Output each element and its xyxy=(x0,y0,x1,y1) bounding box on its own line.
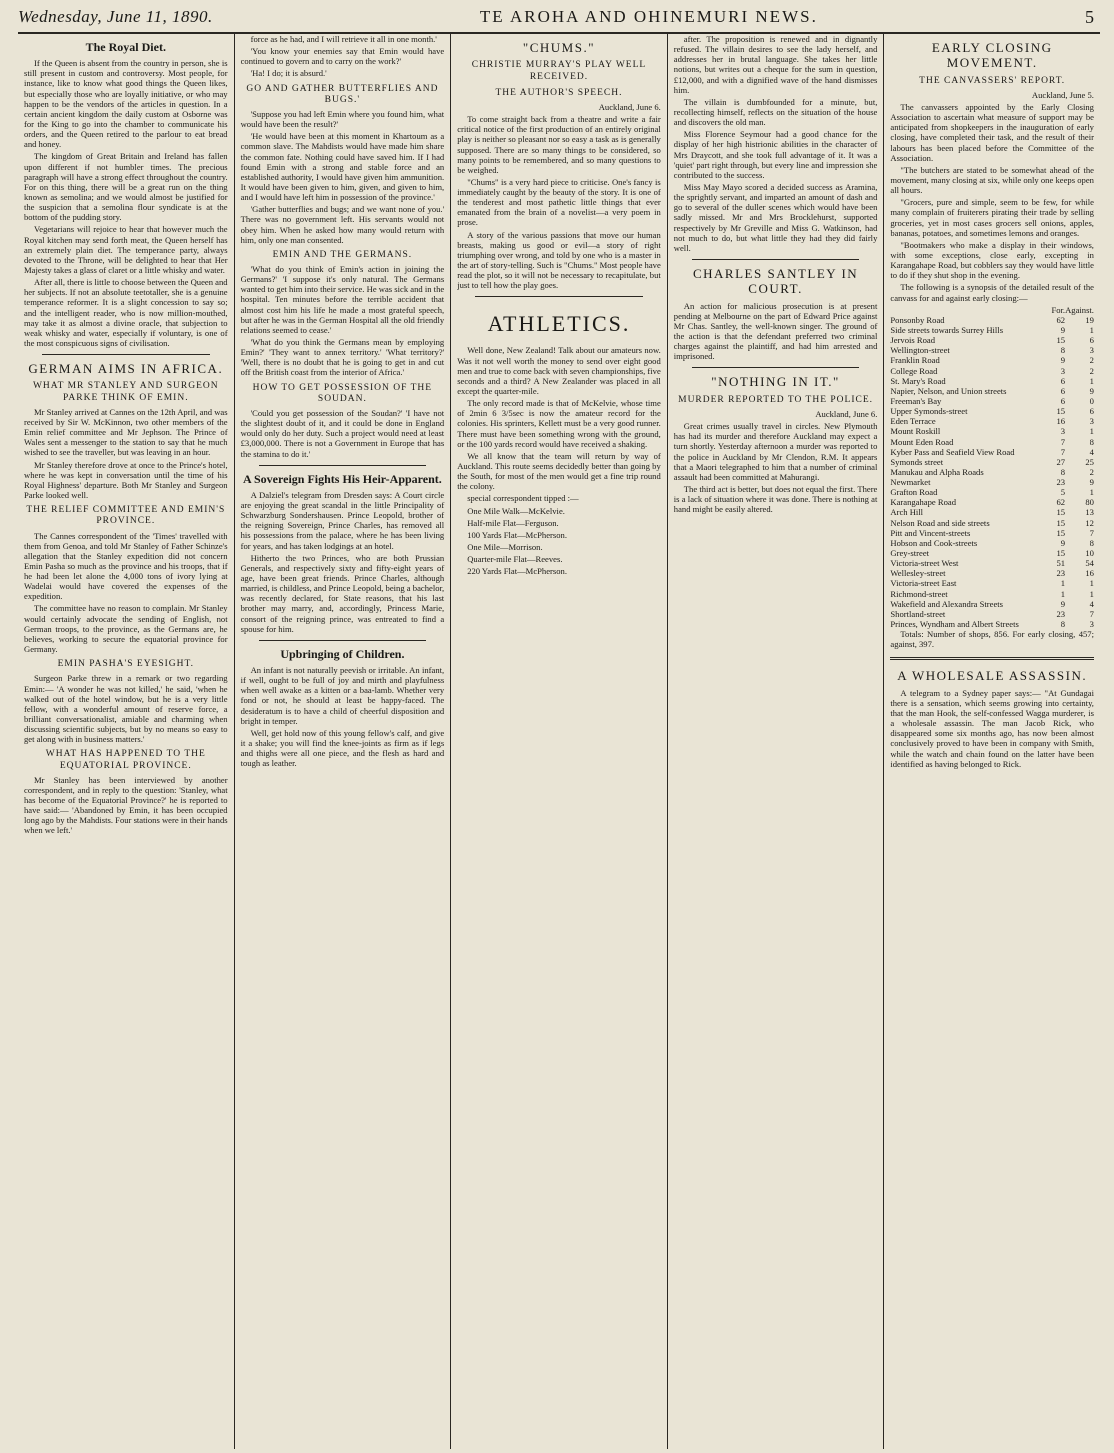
table-row xyxy=(890,609,1094,619)
for-cell: 3 xyxy=(1060,365,1066,376)
for-cell: 62 xyxy=(1056,314,1066,325)
article-body xyxy=(24,531,228,655)
section-heading: THE RELIEF COMMITTEE AND EMIN'S PROVINCE. xyxy=(26,505,226,527)
against-cell: 9 xyxy=(1089,385,1094,396)
table-row xyxy=(890,386,1094,396)
for-cell: 8 xyxy=(1060,619,1066,630)
table-row xyxy=(890,518,1094,528)
paragraph: force as he had, and I will retrieve it all in one month.' xyxy=(250,34,437,44)
district-cell: Arch Hill xyxy=(890,507,924,518)
page-number: 5 xyxy=(1084,6,1094,27)
paragraph: Mr Stanley therefore drove at once to the Prince's hotel, where he was kept in conversation until the time of his Royal Highness' departure. Both Mr Stanley and Surgeon Parke looked well. xyxy=(24,459,228,500)
article-subheading: THE AUTHOR'S SPEECH. xyxy=(495,87,623,98)
against-cell: 4 xyxy=(1089,598,1094,609)
article-body xyxy=(674,301,878,362)
canvass-results-table xyxy=(890,305,1094,630)
paragraph: after. The proposition is renewed and in dignantly refused. The villain desires to see the lady herself, and addresses her in brutal language. She takes her little notions, but writes out a cheque for the sum in question, £12,000, and with a dignified wave of the hand dismisses him. xyxy=(673,34,878,95)
column-1 xyxy=(18,34,235,1449)
paragraph: Vegetarians will rejoice to hear that however much the Royal kitchen may send forth meat, the Queen herself has an extremely plain diet. The temperance party, always devoted to the Throne, will be delighted to hear that Her Majesty takes a glass of claret or a little whisky and water. xyxy=(24,224,228,275)
table-row xyxy=(890,355,1094,365)
paragraph: If the Queen is absent from the country in person, she is still present in custom and controversy. Most people, for instance, like to know what good things the Queen likes, but especially those who are loyally initiative, or who may happen to be the vendors of the articles in question. In a certain ancient kingdom the daily custom at Osborne was for the King to go into the chamber to communicate his orders, and the Queen retired to the parlour to eat bread and honey. xyxy=(24,58,228,150)
article-body xyxy=(24,407,228,500)
article-body xyxy=(241,109,445,245)
paragraph: The Cannes correspondent of the 'Times' travelled with them from Genoa, and told Mr Stanley of Father Schinze's allegation that the Stanley expedition did not concern Emin Pasha so much as the province and his troops, that if he had been let alone the 4,000 tons of ivory lying at Wadelai would have covered the expenses of the expedition. xyxy=(24,530,228,602)
district-cell: Karangahape Road xyxy=(890,497,956,508)
district-cell: Eden Terrace xyxy=(890,416,936,427)
against-cell: 6 xyxy=(1089,335,1094,346)
table-row xyxy=(890,376,1094,386)
issue-date: Wednesday, June 11, 1890. xyxy=(18,7,213,26)
district-cell: Napier, Nelson, and Union streets xyxy=(890,385,1007,396)
district-cell: Richmond-street xyxy=(890,588,948,599)
district-cell: Grafton Road xyxy=(890,487,938,498)
article-body xyxy=(24,673,228,744)
against-cell: 19 xyxy=(1085,314,1094,325)
paragraph: The villain is dumbfounded for a minute, but, recollecting himself, reflects on the situation of the house and discovers the old man. xyxy=(673,96,878,128)
table-row xyxy=(890,457,1094,467)
paragraph: An infant is not naturally peevish or irritable. An infant, if well, ought to be full of joy and mirth and playfulness when well awake as a kitten or a baa-lamb. Whether very fond or not, he should at least be happy-faced. The desideratum is to have a child of cheerful disposition and bright in temper. xyxy=(240,664,445,726)
against-cell: 9 xyxy=(1089,477,1094,488)
paragraph: 'Gather butterflies and bugs; and we want none of you.' There was no government left. His servants would not obey him. When he asked how many would return with him, only one man consented. xyxy=(240,204,445,245)
against-cell: 1 xyxy=(1089,375,1094,386)
for-cell: 15 xyxy=(1056,548,1066,559)
table-row xyxy=(890,467,1094,477)
against-cell: 2 xyxy=(1089,355,1094,366)
article-body xyxy=(241,34,445,79)
paragraph: Surgeon Parke threw in a remark or two regarding Emin:— 'A wonder he was not killed,' he said, 'when he walked out of the hotel window, but he is a very little fellow, with a wonderful amount of reserve force, a brilliant conversationalist, amiable and charming when discussing scientific subjects, but by no means so easy to get along with in business matters.' xyxy=(24,673,228,745)
for-cell: 9 xyxy=(1060,537,1066,548)
against-cell: 54 xyxy=(1085,558,1094,569)
paragraph: After all, there is little to choose between the Queen and her subjects. If not an absolute teetotaller, she is a genuine temperance reformer. It is a slight concession to say so; and the intelligent reader, who is now million-mouthed, may take it as almost a divine oracle, that subjection to weak whisky and water, especially if voluntary, is one of the most conspicuous signs of civilisation. xyxy=(24,277,228,348)
article-body xyxy=(674,421,878,514)
table-row xyxy=(890,396,1094,406)
paragraph: "Grocers, pure and simple, seem to be few, for while many complain of fruiterers pirating their trade by selling groceries, yet in most cases grocers sell onions, apples, bananas, potatoes, and sometimes lemons and oranges. xyxy=(890,197,1094,238)
paragraph: "Bootmakers who make a display in their windows, with some exceptions, close early, excepting in Karangahape Road, but cobblers say they would have little to do if they shut shop in the evening. xyxy=(890,239,1094,281)
article-body xyxy=(241,264,445,378)
divider xyxy=(259,640,427,641)
district-cell: Shortland-street xyxy=(890,608,946,619)
article-subheading: CHRISTIE MURRAY'S PLAY WELL RECEIVED. xyxy=(471,60,647,82)
paragraph: The committee have no reason to complain. Mr Stanley would certainly advocate the sending of English, not German troops, to the province, as the Germans are, he believes, working to secure the equatorial province for Germany. xyxy=(24,603,228,655)
district-cell: Wellington-street xyxy=(890,345,950,356)
divider xyxy=(890,657,1094,660)
paragraph: Mr Stanley arrived at Cannes on the 12th April, and was received by Sir W. McKinnon, two other members of the Emin relief committee and Mr Jephson. The Prince of Wales sent a messenger to the station to say that he much wished to see the traveller, but was leaving in an hour. xyxy=(24,406,228,458)
column-header-against: Against. xyxy=(1065,304,1094,315)
paragraph: 'Ha! I do; it is absurd.' xyxy=(250,68,327,79)
against-cell: 13 xyxy=(1085,507,1094,518)
section-heading: EMIN AND THE GERMANS. xyxy=(272,249,413,260)
against-cell: 3 xyxy=(1089,619,1094,630)
paragraph: Quarter-mile Flat—Reeves. xyxy=(467,554,563,565)
paragraph: 'You know your enemies say that Emin would have continued to govern and to carry on the work?' xyxy=(240,46,445,67)
for-cell: 6 xyxy=(1060,385,1066,396)
for-cell: 5 xyxy=(1060,487,1066,498)
for-cell: 6 xyxy=(1060,395,1066,406)
for-cell: 62 xyxy=(1056,497,1066,508)
paragraph: The third act is better, but does not equal the first. There is a lack of situation where it was done. There is nothing at hand might be easily altered. xyxy=(673,483,878,515)
column-header-for: For. xyxy=(1051,304,1066,315)
results-list xyxy=(457,506,661,577)
against-cell: 3 xyxy=(1089,416,1094,427)
divider xyxy=(692,259,860,260)
column-2 xyxy=(235,34,452,1449)
district-cell: College Road xyxy=(890,365,938,376)
against-cell: 16 xyxy=(1085,568,1094,579)
article-body xyxy=(241,490,445,634)
article-heading: A WHOLESALE ASSASSIN. xyxy=(897,668,1088,684)
table-row xyxy=(890,345,1094,355)
district-cell: Ponsonby Road xyxy=(890,314,945,325)
table-row xyxy=(890,325,1094,335)
paragraph: The kingdom of Great Britain and Ireland has fallen upon different if not humbler times. The precious paragraph will have a strong effect throughout the country. For on this thing, there will be a great run on the thing known as semolina; and we would almost be justified for the suspicion that a semolina flour syndicate is at the bottom of the pudding story. xyxy=(24,151,228,223)
paragraph: "Chums" is a very hard piece to criticise. One's fancy is immediately caught by the beauty of the story. It is one of the tenderest and most pathetic little things that ever emanated from the brain of a novelist—a very poem in prose. xyxy=(457,176,661,228)
for-cell: 1 xyxy=(1060,578,1066,589)
newspaper-title: TE AROHA AND OHINEMURI NEWS. xyxy=(479,7,818,26)
paragraph: Great crimes usually travel in circles. New Plymouth has had its murder and therefore Auckland may expect a turn shortly. Yesterday afternoon a murder was reported to the police in Auckland by Mr Clendon, R.M. It appears that a Maori telegraphed to him that a number of criminal assault had been committed at Mahurangi. xyxy=(673,421,878,482)
for-cell: 3 xyxy=(1060,426,1066,437)
district-cell: Victoria-street East xyxy=(890,578,957,589)
paragraph: To come straight back from a theatre and write a fair critical notice of the first production of an entirely original play is neither so pleasant nor so easy a task as is generally supposed. There are so many things to be considered, so many points to be remembered, and so many questions to be weighed. xyxy=(457,114,661,175)
for-cell: 23 xyxy=(1056,608,1066,619)
against-cell: 4 xyxy=(1089,446,1094,457)
column-5 xyxy=(884,34,1100,1449)
table-row xyxy=(890,589,1094,599)
table-row xyxy=(890,335,1094,345)
article-subheading: MURDER REPORTED TO THE POLICE. xyxy=(678,394,874,405)
divider xyxy=(259,465,427,466)
article-body xyxy=(457,114,661,290)
against-cell: 1 xyxy=(1089,426,1094,437)
against-cell: 2 xyxy=(1089,365,1094,376)
for-cell: 8 xyxy=(1060,466,1066,477)
for-cell: 1 xyxy=(1060,588,1066,599)
for-cell: 9 xyxy=(1060,598,1066,609)
for-cell: 51 xyxy=(1056,558,1066,569)
table-row xyxy=(890,538,1094,548)
against-cell: 6 xyxy=(1089,406,1094,417)
district-cell: Franklin Road xyxy=(890,355,940,366)
table-row xyxy=(890,315,1094,325)
for-cell: 6 xyxy=(1060,375,1066,386)
paragraph: "The butchers are stated to be somewhat ahead of the movement, many closing at six, while only one keeps open all hours. xyxy=(890,164,1094,196)
table-row xyxy=(890,437,1094,447)
section-heading: GO AND GATHER BUTTERFLIES AND BUGS.' xyxy=(246,83,439,105)
article-body xyxy=(457,345,661,491)
for-cell: 9 xyxy=(1060,355,1066,366)
column-3 xyxy=(451,34,668,1449)
paragraph: We all know that the team will return by way of Auckland. This route seems decidedly better than going by the South, for most of the men would get a fine trip round the colony. xyxy=(457,450,661,492)
paragraph: 220 Yards Flat—McPherson. xyxy=(467,566,567,577)
district-cell: Pitt and Vincent-streets xyxy=(890,527,971,538)
paragraph: Hitherto the two Princes, who are both Prussian Generals, and respectively sixty and fifty-eight years of age, have been great friends. Prince Charles, although married, is childless, and Prince Leopold, being a bachelor, was recently declared, for State reasons, that his last brother may marry, and, accordingly, Princess Marie, consort of the reigning prince, was entreated to find a spouse for him. xyxy=(240,552,445,634)
district-cell: St. Mary's Road xyxy=(890,375,946,386)
table-row xyxy=(890,497,1094,507)
paragraph: Miss Florence Seymour had a good chance for the display of her high histrionic abilities in the character of Mrs Draycott, and she took full advantage of it. It was a 'quiet' part right through, but every line and impression she contributed to the success. xyxy=(673,129,878,180)
against-cell: 25 xyxy=(1085,456,1094,467)
results-totals: Totals: Number of shops, 856. For early closing, 457; against, 397. xyxy=(890,629,1094,650)
against-cell: 1 xyxy=(1089,487,1094,498)
article-heading: A Sovereign Fights His Heir-Apparent. xyxy=(243,471,442,486)
for-cell: 7 xyxy=(1060,446,1066,457)
district-cell: Victoria-street West xyxy=(890,558,959,569)
against-cell: 7 xyxy=(1089,527,1094,538)
against-cell: 1 xyxy=(1089,578,1094,589)
table-row xyxy=(890,599,1094,609)
article-body xyxy=(24,58,228,348)
table-body xyxy=(890,315,1094,629)
table-row xyxy=(890,568,1094,578)
column-header xyxy=(890,305,1043,315)
paragraph: The only record made is that of McKelvie, whose time of 2min 6 3/5sec is now the amateur record for the colonies. His sprinters, Kellett must be a very good runner. There must have been something wrong with the ground, or the 100 yards record would have received a shaking. xyxy=(457,398,661,449)
against-cell: 80 xyxy=(1085,497,1094,508)
dateline: Auckland, June 6. xyxy=(815,408,878,419)
for-cell: 9 xyxy=(1060,324,1066,335)
for-cell: 7 xyxy=(1060,436,1066,447)
district-cell: Jervois Road xyxy=(890,335,936,346)
paragraph: Miss May Mayo scored a decided success as Aramina, the sprightly servant, and imparted an amount of dash and go to several of the duller scenes which would have been sadly missed. Mr and Mrs Brocklehurst, supported respectively by Mr Greville and Miss G. Watkinson, had not much to do, but what little they had they did fairly well. xyxy=(673,181,878,253)
for-cell: 27 xyxy=(1056,456,1066,467)
table-row xyxy=(890,548,1094,558)
table-row xyxy=(890,406,1094,416)
table-row xyxy=(890,426,1094,436)
against-cell: 2 xyxy=(1089,466,1094,477)
table-row xyxy=(890,487,1094,497)
article-body xyxy=(24,775,228,836)
against-cell: 10 xyxy=(1085,548,1094,559)
paragraph: 100 Yards Flat—McPherson. xyxy=(467,529,567,540)
for-cell: 15 xyxy=(1056,507,1066,518)
article-heading: CHARLES SANTLEY IN COURT. xyxy=(692,265,859,297)
district-cell: Mount Roskill xyxy=(890,426,941,437)
article-body xyxy=(674,34,878,253)
table-row xyxy=(890,619,1094,629)
paragraph: A Dalziel's telegram from Dresden says: A Court circle are enjoying the great scandal in the little Principality of Schwarzburg Sondershausen. Prince Leopold, brother of the reigning Sovereign, Prince Charles, has removed all his possessions from the palace, where he has been living for years, and has taken lodgings at an hotel. xyxy=(240,489,445,551)
divider xyxy=(475,296,643,297)
paragraph: 'Could you get possession of the Soudan?' 'I have not the slightest doubt of it, and it could be done in England would only do her duty. Such a project would need at least £3,000,000. There is not a Government in Europe that has the stamina to do it.' xyxy=(240,407,445,459)
against-cell: 7 xyxy=(1089,608,1094,619)
results-intro: The following is a synopsis of the detailed result of the canvass for and against early closing:— xyxy=(890,282,1094,303)
against-cell: 1 xyxy=(1089,324,1094,335)
table-row xyxy=(890,528,1094,538)
paragraph: The canvassers appointed by the Early Closing Association to ascertain what measure of support may be anticipated from shopkeepers in the inauguration of early closing, have completed their task, and the result of their labours has been placed before the Committee of the Association. xyxy=(890,102,1094,163)
against-cell: 12 xyxy=(1085,517,1094,528)
for-cell: 15 xyxy=(1056,527,1066,538)
divider xyxy=(692,367,860,368)
table-row xyxy=(890,447,1094,457)
for-cell: 15 xyxy=(1056,517,1066,528)
paragraph: An action for malicious prosecution is at present pending at Melbourne on the part of Edward Price against Mr Chas. Santley, the well-known singer. The ground of the action is that the defendant preferred two criminal charges against the plaintiff, and had him arrested and imprisoned. xyxy=(673,300,878,362)
paragraph: 'What do you think of Emin's action in joining the Germans?' 'I suppose it's only natural. The Germans wanted to get him into their service. He was sick and in the hospital. Ten minutes before the terrible accident that almost cost him his life he made a most grateful speech, but after he was in the German Hospital all the old friendly relations seemed to cease.' xyxy=(240,264,445,335)
against-cell: 8 xyxy=(1089,537,1094,548)
article-heading: GERMAN AIMS IN AFRICA. xyxy=(28,361,224,377)
for-cell: 23 xyxy=(1056,477,1066,488)
for-cell: 15 xyxy=(1056,406,1066,417)
dateline: Auckland, June 6. xyxy=(598,101,661,112)
paragraph: A telegram to a Sydney paper says:— "At Gundagai there is a sensation, which seems growing into certainty, that the man Hook, the self-confessed Wagga murderer, is a wholesale assassin. The man Jacob Rick, who disappeared some six months ago, has now been almost conclusively proved to have been in company with Smith, while the watch and chain found on the latter have been identified as having belonged to Rick. xyxy=(890,687,1094,769)
article-heading: Upbringing of Children. xyxy=(280,646,405,661)
columns xyxy=(18,34,1100,1449)
district-cell: Side streets towards Surrey Hills xyxy=(890,324,1004,335)
results-heading: special correspondent tipped :— xyxy=(467,493,579,504)
masthead xyxy=(18,2,1100,34)
paragraph: 'He would have been at this moment in Khartoum as a common slave. The Mahdists would have made him share the common fate. Nothing could have saved him. If I had found Emin with a strong and stable force and an established authority, I would have given him ammunition. It would have been given to him, given, and given to him, and I would have left him in possession of the province.' xyxy=(240,131,445,203)
for-cell: 15 xyxy=(1056,335,1066,346)
district-cell: Hobson and Cook-streets xyxy=(890,537,978,548)
section-heading: HOW TO GET POSSESSION OF THE SOUDAN. xyxy=(252,382,433,404)
district-cell: Newmarket xyxy=(890,477,931,488)
article-heading: ATHLETICS. xyxy=(487,311,631,337)
district-cell: Symonds street xyxy=(890,456,944,467)
table-header-row xyxy=(890,305,1094,315)
paragraph: 'What do you think the Germans mean by employing Emin?' 'They want to annex territory.' 'What territory?' 'Well, there is no doubt that he is going to get in and cut off the British coast from the interior of Africa.' xyxy=(240,336,445,378)
article-heading: "NOTHING IN IT." xyxy=(711,374,840,390)
table-row xyxy=(890,416,1094,426)
article-body xyxy=(241,665,445,768)
against-cell: 3 xyxy=(1089,345,1094,356)
for-cell: 8 xyxy=(1060,345,1066,356)
article-subheading: WHAT MR STANLEY AND SURGEON PARKE THINK OF EMIN. xyxy=(32,381,219,403)
paragraph: One Mile Walk—McKelvie. xyxy=(467,505,565,516)
district-cell: Freeman's Bay xyxy=(890,395,942,406)
district-cell: Upper Symonds-street xyxy=(890,406,968,417)
section-heading: EMIN PASHA'S EYESIGHT. xyxy=(57,659,194,670)
paragraph: Well, get hold now of this young fellow's calf, and give it a shake; you will find the knee-joints as firm as if legs and thighs were all one piece, and the flesh as hard and tough as leather. xyxy=(240,727,445,769)
table-row xyxy=(890,578,1094,588)
section-heading: WHAT HAS HAPPENED TO THE EQUATORIAL PROVINCE. xyxy=(45,749,206,771)
article-subheading: THE CANVASSERS' REPORT. xyxy=(919,75,1066,86)
divider xyxy=(42,354,210,355)
paragraph: A story of the various passions that move our human breasts, making us good or evil—a story of right triumphing over wrong, and told by one who is a master in the art of story-telling. Such is "Chums." Most people have read the plot, so it will not be necessary to recapitulate, but just to tell how the play goes. xyxy=(457,229,661,291)
against-cell: 1 xyxy=(1089,588,1094,599)
district-cell: Nelson Road and side streets xyxy=(890,517,990,528)
article-heading: "CHUMS." xyxy=(522,40,596,55)
district-cell: Grey-street xyxy=(890,548,930,559)
district-cell: Wellesley-street xyxy=(890,568,946,579)
paragraph: 'Suppose you had left Emin where you found him, what would have been the result?' xyxy=(240,108,445,130)
against-cell: 0 xyxy=(1089,395,1094,406)
for-cell: 16 xyxy=(1056,416,1066,427)
paragraph: Mr Stanley has been interviewed by another correspondent, and in reply to the question: 'Stanley, what has become of the Equatorial Province?' he is reported to have said:— 'Abandoned by Emin, it has been occupied long ago by the Mahdists. Four stations were in their hands when we left.' xyxy=(24,774,228,836)
dateline: Auckland, June 5. xyxy=(1031,89,1094,100)
article-body xyxy=(241,408,445,459)
district-cell: Mount Eden Road xyxy=(890,436,954,447)
article-heading: EARLY CLOSING MOVEMENT. xyxy=(931,40,1053,71)
paragraph: Half-mile Flat—Ferguson. xyxy=(467,517,559,528)
district-cell: Manukau and Alpha Roads xyxy=(890,466,984,477)
district-cell: Wakefield and Alexandra Streets xyxy=(890,598,1004,609)
paragraph: One Mile—Morrison. xyxy=(467,541,543,552)
article-body xyxy=(890,102,1094,280)
district-cell: Kyber Pass and Seafield View Road xyxy=(890,446,1015,457)
for-cell: 23 xyxy=(1056,568,1066,579)
table-row xyxy=(890,507,1094,517)
district-cell: Princes, Wyndham and Albert Streets xyxy=(890,619,1019,630)
column-4 xyxy=(668,34,885,1449)
against-cell: 8 xyxy=(1089,436,1094,447)
paragraph: Well done, New Zealand! Talk about our amateurs now. Was it not well worth the money to send over eight good men and true to come back with seven championships, five seconds and a third? A New Zealander was placed in all except the quarter-mile. xyxy=(457,345,661,396)
table-row xyxy=(890,558,1094,568)
table-row xyxy=(890,366,1094,376)
article-body xyxy=(890,688,1094,769)
article-heading: The Royal Diet. xyxy=(85,40,166,54)
table-row xyxy=(890,477,1094,487)
